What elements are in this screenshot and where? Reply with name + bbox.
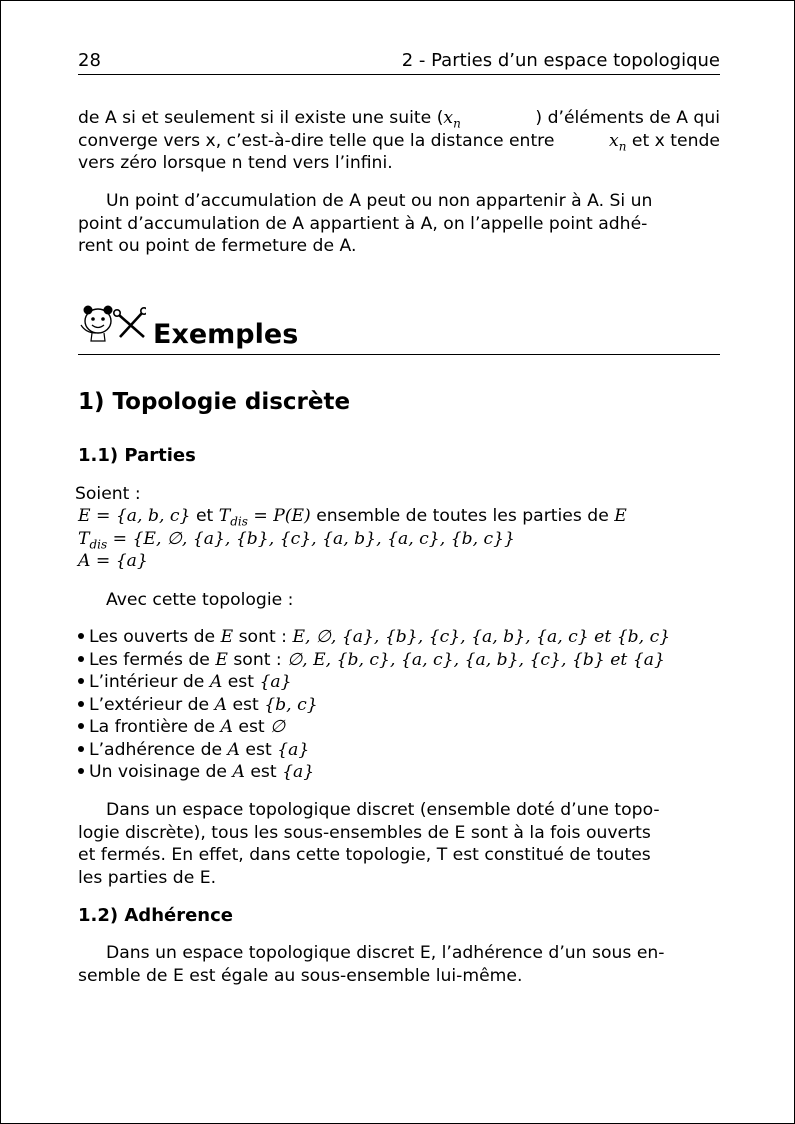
exemples-heading: [78, 303, 720, 355]
subsection-title: 1.1) Parties: [78, 445, 196, 466]
bullet-item: Un voisinage de A est {a}: [78, 761, 670, 784]
text-line: Un point d’accumulation de A peut ou non appartenir à A. Si un: [106, 191, 653, 211]
text-line: converge vers x, c’est-à-dire telle que la distance entre $x_n$ et x tende: [78, 130, 720, 153]
bullet-list: [78, 626, 670, 784]
mascot-tools-icon: [78, 303, 146, 345]
intro-paragraph-1: [78, 107, 720, 175]
bullet-item: L’adhérence de A est {a}: [78, 739, 670, 762]
bullet-item: Les fermés de E sont : ∅, E, {b, c}, {a, c}, {a, b}, {c}, {b} et {a}: [78, 649, 670, 672]
page-number: 28: [78, 50, 101, 71]
text-line: point d’accumulation de A appartient à A, on l’appelle point adhé-: [78, 213, 648, 234]
soient-line: Soient :: [75, 484, 141, 504]
bullet-item: L’extérieur de A est {b, c}: [78, 694, 670, 717]
bullet-dot-icon: [78, 723, 84, 729]
exemples-title: Exemples: [153, 319, 299, 350]
bullet-dot-icon: [78, 633, 84, 639]
text-line: Dans un espace topologique discret E, l’adhérence d’un sous en-: [106, 943, 665, 963]
chapter-title: 2 - Parties d’un espace topologique: [401, 50, 720, 71]
t-definition: $T_{dis} = \{E$, ∅, {a}, {b}, {c}, {a, b}, {a, c}, {b, c}}: [78, 529, 515, 552]
e-definition: E = {a, b, c} et $T_{dis} = P(E)$ ensemble de toutes les parties de E: [78, 506, 627, 529]
adherence-paragraph: [78, 942, 720, 987]
bullet-item: Les ouverts de E sont : E, ∅, {a}, {b}, {c}, {a, b}, {a, c} et {b, c}: [78, 626, 670, 649]
bullet-dot-icon: [78, 678, 84, 684]
avec-line: Avec cette topologie :: [106, 590, 294, 610]
text-line: et fermés. En effet, dans cette topologie, T est constitué de toutes: [78, 845, 651, 865]
text-line: Dans un espace topologique discret (ensemble doté d’une topo-: [106, 800, 660, 820]
bullet-item: La frontière de A est ∅: [78, 716, 670, 739]
subsection-title: 1.2) Adhérence: [78, 905, 233, 926]
bullet-dot-icon: [78, 656, 84, 662]
bullet-dot-icon: [78, 701, 84, 707]
page-header: [78, 48, 720, 75]
section-title: 1) Topologie discrète: [78, 389, 351, 415]
text-line: semble de E est égale au sous-ensemble lui-même.: [78, 965, 523, 986]
bullet-item: L’intérieur de A est {a}: [78, 671, 670, 694]
discret-paragraph: [78, 799, 720, 889]
text-line: vers zéro lorsque n tend vers l’infini.: [78, 153, 393, 173]
a-definition: A = {a}: [78, 551, 148, 571]
text-line: les parties de E.: [78, 867, 217, 888]
text-line: de A si et seulement si il existe une suite ($x_n$ ) d’éléments de A qui: [78, 108, 720, 131]
bullet-dot-icon: [78, 768, 84, 774]
bullet-dot-icon: [78, 746, 84, 752]
text-line: rent ou point de fermeture de A.: [78, 236, 357, 256]
intro-paragraph-2: [78, 190, 720, 258]
text-line: logie discrète), tous les sous-ensembles de E sont à la fois ouverts: [78, 822, 651, 843]
